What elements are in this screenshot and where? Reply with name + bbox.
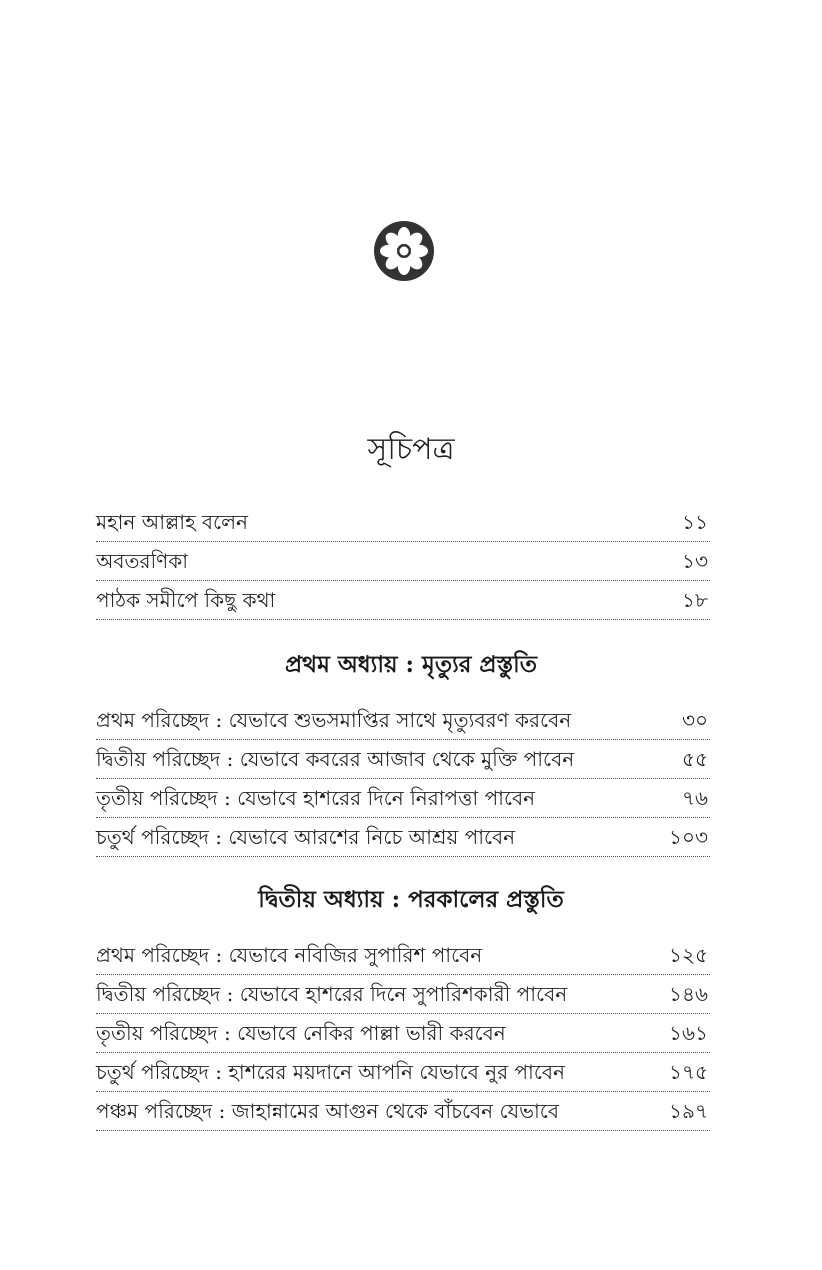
toc-entry-label: দ্বিতীয় পরিচ্ছেদ : যেভাবে কবরের আজাব থেকে মুক্তি পাবেন xyxy=(96,747,575,771)
toc-entry[interactable] xyxy=(96,936,710,975)
chapter-2-section-list xyxy=(96,936,710,1131)
toc-entry-page: ১৮ xyxy=(682,588,708,612)
chapter-1-section-list xyxy=(96,701,710,857)
toc-entry[interactable] xyxy=(96,975,710,1014)
page-title: সূচিপত্র xyxy=(367,432,455,467)
toc-entry-label: তৃতীয় পরিচ্ছেদ : যেভাবে হাশরের দিনে নিরাপত্তা পাবেন xyxy=(96,786,536,810)
toc-entry[interactable] xyxy=(96,1092,710,1131)
toc-entry-label: তৃতীয় পরিচ্ছেদ : যেভাবে নেকির পাল্লা ভারী করবেন xyxy=(96,1021,506,1045)
toc-entry-label: প্রথম পরিচ্ছেদ : যেভাবে নবিজির সুপারিশ পাবেন xyxy=(96,943,483,967)
toc-entry-label: দ্বিতীয় পরিচ্ছেদ : যেভাবে হাশরের দিনে সুপারিশকারী পাবেন xyxy=(96,982,568,1006)
toc-entry-page: ১৩ xyxy=(682,549,708,573)
toc-entry-page: ১৯৭ xyxy=(669,1099,708,1123)
toc-entry-page: ১৪৬ xyxy=(669,982,708,1006)
toc-entry[interactable] xyxy=(96,542,710,581)
toc-entry-label: প্রথম পরিচ্ছেদ : যেভাবে শুভসমাপ্তির সাথে মৃত্যুবরণ করবেন xyxy=(96,708,572,732)
toc-entry[interactable] xyxy=(96,701,710,740)
toc-entry-label: চতুর্থ পরিচ্ছেদ : হাশরের ময়দানে আপনি যেভাবে নুর পাবেন xyxy=(96,1060,565,1084)
toc-entry-page: ৩০ xyxy=(681,708,708,732)
toc-entry-page: ১৬১ xyxy=(669,1021,708,1045)
toc-entry-page: ১৭৫ xyxy=(669,1060,708,1084)
toc-entry[interactable] xyxy=(96,581,710,620)
toc-entry-page: ১২৫ xyxy=(669,943,708,967)
flower-ornament-icon xyxy=(373,220,435,282)
toc-entry[interactable] xyxy=(96,779,710,818)
toc-entry-label: পাঠক সমীপে কিছু কথা xyxy=(96,588,276,612)
toc-entry[interactable] xyxy=(96,818,710,857)
front-matter-list xyxy=(96,503,710,620)
chapter-heading: প্রথম অধ্যায় : মৃত্যুর প্রস্তুতি xyxy=(285,651,537,678)
toc-entry-page: ৭৬ xyxy=(681,786,708,810)
toc-entry-label: পঞ্চম পরিচ্ছেদ : জাহান্নামের আগুন থেকে বাঁচবেন যেভাবে xyxy=(96,1099,559,1123)
toc-entry-label: অবতরণিকা xyxy=(96,549,189,573)
toc-entry-page: ১০৩ xyxy=(669,825,708,849)
toc-entry-page: ১১ xyxy=(682,510,708,534)
toc-entry-label: মহান আল্লাহ বলেন xyxy=(96,510,248,534)
toc-entry[interactable] xyxy=(96,1014,710,1053)
chapter-heading: দ্বিতীয় অধ্যায় : পরকালের প্রস্তুতি xyxy=(258,886,564,913)
toc-entry[interactable] xyxy=(96,740,710,779)
toc-entry-label: চতুর্থ পরিচ্ছেদ : যেভাবে আরশের নিচে আশ্রয় পাবেন xyxy=(96,825,516,849)
toc-entry-page: ৫৫ xyxy=(682,747,708,771)
toc-entry[interactable] xyxy=(96,503,710,542)
toc-entry[interactable] xyxy=(96,1053,710,1092)
